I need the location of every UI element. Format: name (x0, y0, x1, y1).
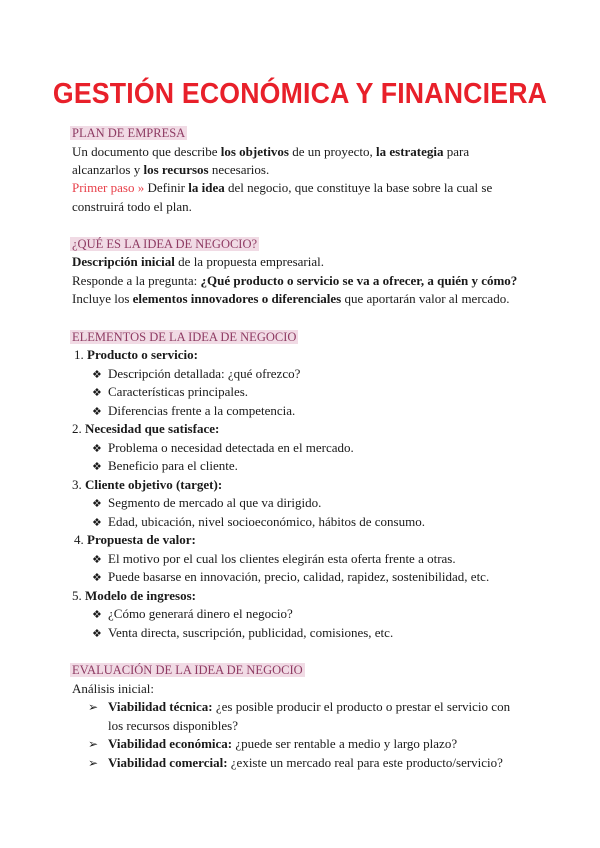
section-heading-plan (72, 125, 187, 141)
section-heading-evaluacion (72, 662, 305, 678)
sub-bullet (92, 403, 295, 420)
bullet-text: Segmento de mercado al que va dirigido. (108, 495, 322, 510)
bullet-text: Edad, ubicación, nivel socioeconómico, hábitos de consumo. (108, 514, 425, 529)
sub-bullet (92, 384, 248, 401)
bullet-text: Beneficio para el cliente. (108, 458, 238, 473)
bold-text: elementos innovadores o diferenciales (132, 291, 342, 306)
bullet-text: Venta directa, suscripción, publicidad, comisiones, etc. (108, 625, 394, 640)
text: Incluye los (72, 291, 133, 306)
bullet-text: Problema o necesidad detectada en el mercado. (108, 440, 354, 455)
arrow-item (88, 699, 510, 715)
sub-bullet (92, 569, 489, 586)
diamond-bullet-icon: ❖ (92, 497, 102, 510)
diamond-bullet-icon: ❖ (92, 368, 102, 381)
highlight-text: Primer paso (72, 180, 135, 195)
diamond-bullet-icon: ❖ (92, 627, 102, 640)
item-text: ¿existe un mercado real para este producto/servicio? (227, 755, 503, 770)
sub-bullet (92, 440, 354, 457)
item-number: 1. (74, 347, 87, 362)
item-label: Cliente objetivo (target): (85, 477, 223, 492)
item-number: 5. (72, 588, 85, 603)
paragraph-line (72, 180, 492, 196)
arrow-symbol: » (134, 180, 148, 195)
item-label: Propuesta de valor: (87, 532, 196, 547)
diamond-bullet-icon: ❖ (92, 571, 102, 584)
page-title: GESTIÓN ECONÓMICA Y FINANCIERA (52, 78, 548, 110)
heading-label: EVALUACIÓN DE LA IDEA DE NEGOCIO (72, 663, 303, 677)
numbered-item (72, 477, 222, 493)
bold-text: Descripción inicial (72, 254, 175, 269)
sub-bullet (92, 606, 293, 623)
diamond-bullet-icon: ❖ (92, 386, 102, 399)
bullet-text: Descripción detallada: ¿qué ofrezco? (108, 366, 301, 381)
paragraph-line (72, 199, 192, 215)
text: de un proyecto, (288, 144, 376, 159)
item-number: 2. (72, 421, 85, 436)
item-text: los recursos disponibles? (108, 718, 238, 733)
bullet-text: ¿Cómo generará dinero el negocio? (108, 606, 293, 621)
numbered-item (74, 347, 198, 363)
item-label: Viabilidad técnica: (108, 699, 213, 714)
numbered-item (72, 421, 219, 437)
item-text: ¿es posible producir el producto o prestar el servicio con (212, 699, 511, 714)
numbered-item (74, 532, 196, 548)
diamond-bullet-icon: ❖ (92, 460, 102, 473)
item-number: 4. (74, 532, 87, 547)
arrowhead-bullet-icon: ➢ (88, 700, 99, 714)
heading-label: PLAN DE EMPRESA (72, 126, 186, 140)
section-heading-idea (72, 236, 259, 252)
diamond-bullet-icon: ❖ (92, 608, 102, 621)
diamond-bullet-icon: ❖ (92, 405, 102, 418)
sub-bullet (92, 495, 321, 512)
arrowhead-bullet-icon: ➢ (88, 737, 99, 751)
text: para (443, 144, 470, 159)
bold-text: los recursos (143, 162, 209, 177)
arrow-item (88, 755, 503, 771)
bullet-text: Diferencias frente a la competencia. (108, 403, 296, 418)
item-label: Viabilidad comercial: (108, 755, 228, 770)
item-label: Modelo de ingresos: (85, 588, 196, 603)
text: Responde a la pregunta: (72, 273, 201, 288)
paragraph-line (72, 144, 469, 160)
arrow-item (88, 736, 457, 752)
heading-label: ELEMENTOS DE LA IDEA DE NEGOCIO (72, 330, 297, 344)
paragraph-line (72, 291, 509, 307)
paragraph-line (72, 273, 517, 289)
bullet-text: Puede basarse en innovación, precio, calidad, rapidez, sostenibilidad, etc. (108, 569, 490, 584)
numbered-item (72, 588, 196, 604)
text: alcanzarlos y (72, 162, 144, 177)
text: del negocio, que constituye la base sobre la cual se (224, 180, 493, 195)
bullet-text: Características principales. (108, 384, 249, 399)
diamond-bullet-icon: ❖ (92, 516, 102, 529)
paragraph-line (72, 254, 324, 270)
text: Análisis inicial: (72, 681, 154, 696)
text: necesarios. (208, 162, 270, 177)
arrowhead-bullet-icon: ➢ (88, 756, 99, 770)
item-text: ¿puede ser rentable a medio y largo plazo? (232, 736, 458, 751)
item-label: Necesidad que satisface: (85, 421, 220, 436)
bold-text: la estrategia (376, 144, 444, 159)
bold-text: la idea (188, 180, 225, 195)
text: construirá todo el plan. (72, 199, 192, 214)
diamond-bullet-icon: ❖ (92, 553, 102, 566)
arrow-item-continuation (108, 718, 238, 734)
paragraph-line (72, 681, 154, 697)
heading-label: ¿QUÉ ES LA IDEA DE NEGOCIO? (72, 237, 258, 251)
text: de la propuesta empresarial. (174, 254, 324, 269)
sub-bullet (92, 458, 238, 475)
bold-text: ¿Qué producto o servicio se va a ofrecer, a quién y cómo? (200, 273, 518, 288)
section-heading-elementos (72, 329, 298, 345)
item-label: Producto o servicio: (87, 347, 198, 362)
bold-text: los objetivos (220, 144, 289, 159)
diamond-bullet-icon: ❖ (92, 442, 102, 455)
text: Definir (147, 180, 189, 195)
item-number: 3. (72, 477, 85, 492)
sub-bullet (92, 625, 393, 642)
sub-bullet (92, 366, 300, 383)
text: Un documento que describe (72, 144, 221, 159)
paragraph-line (72, 162, 269, 178)
bullet-text: El motivo por el cual los clientes elegirán esta oferta frente a otras. (108, 551, 456, 566)
item-label: Viabilidad económica: (108, 736, 233, 751)
sub-bullet (92, 551, 456, 568)
sub-bullet (92, 514, 425, 531)
text: que aportarán valor al mercado. (341, 291, 510, 306)
